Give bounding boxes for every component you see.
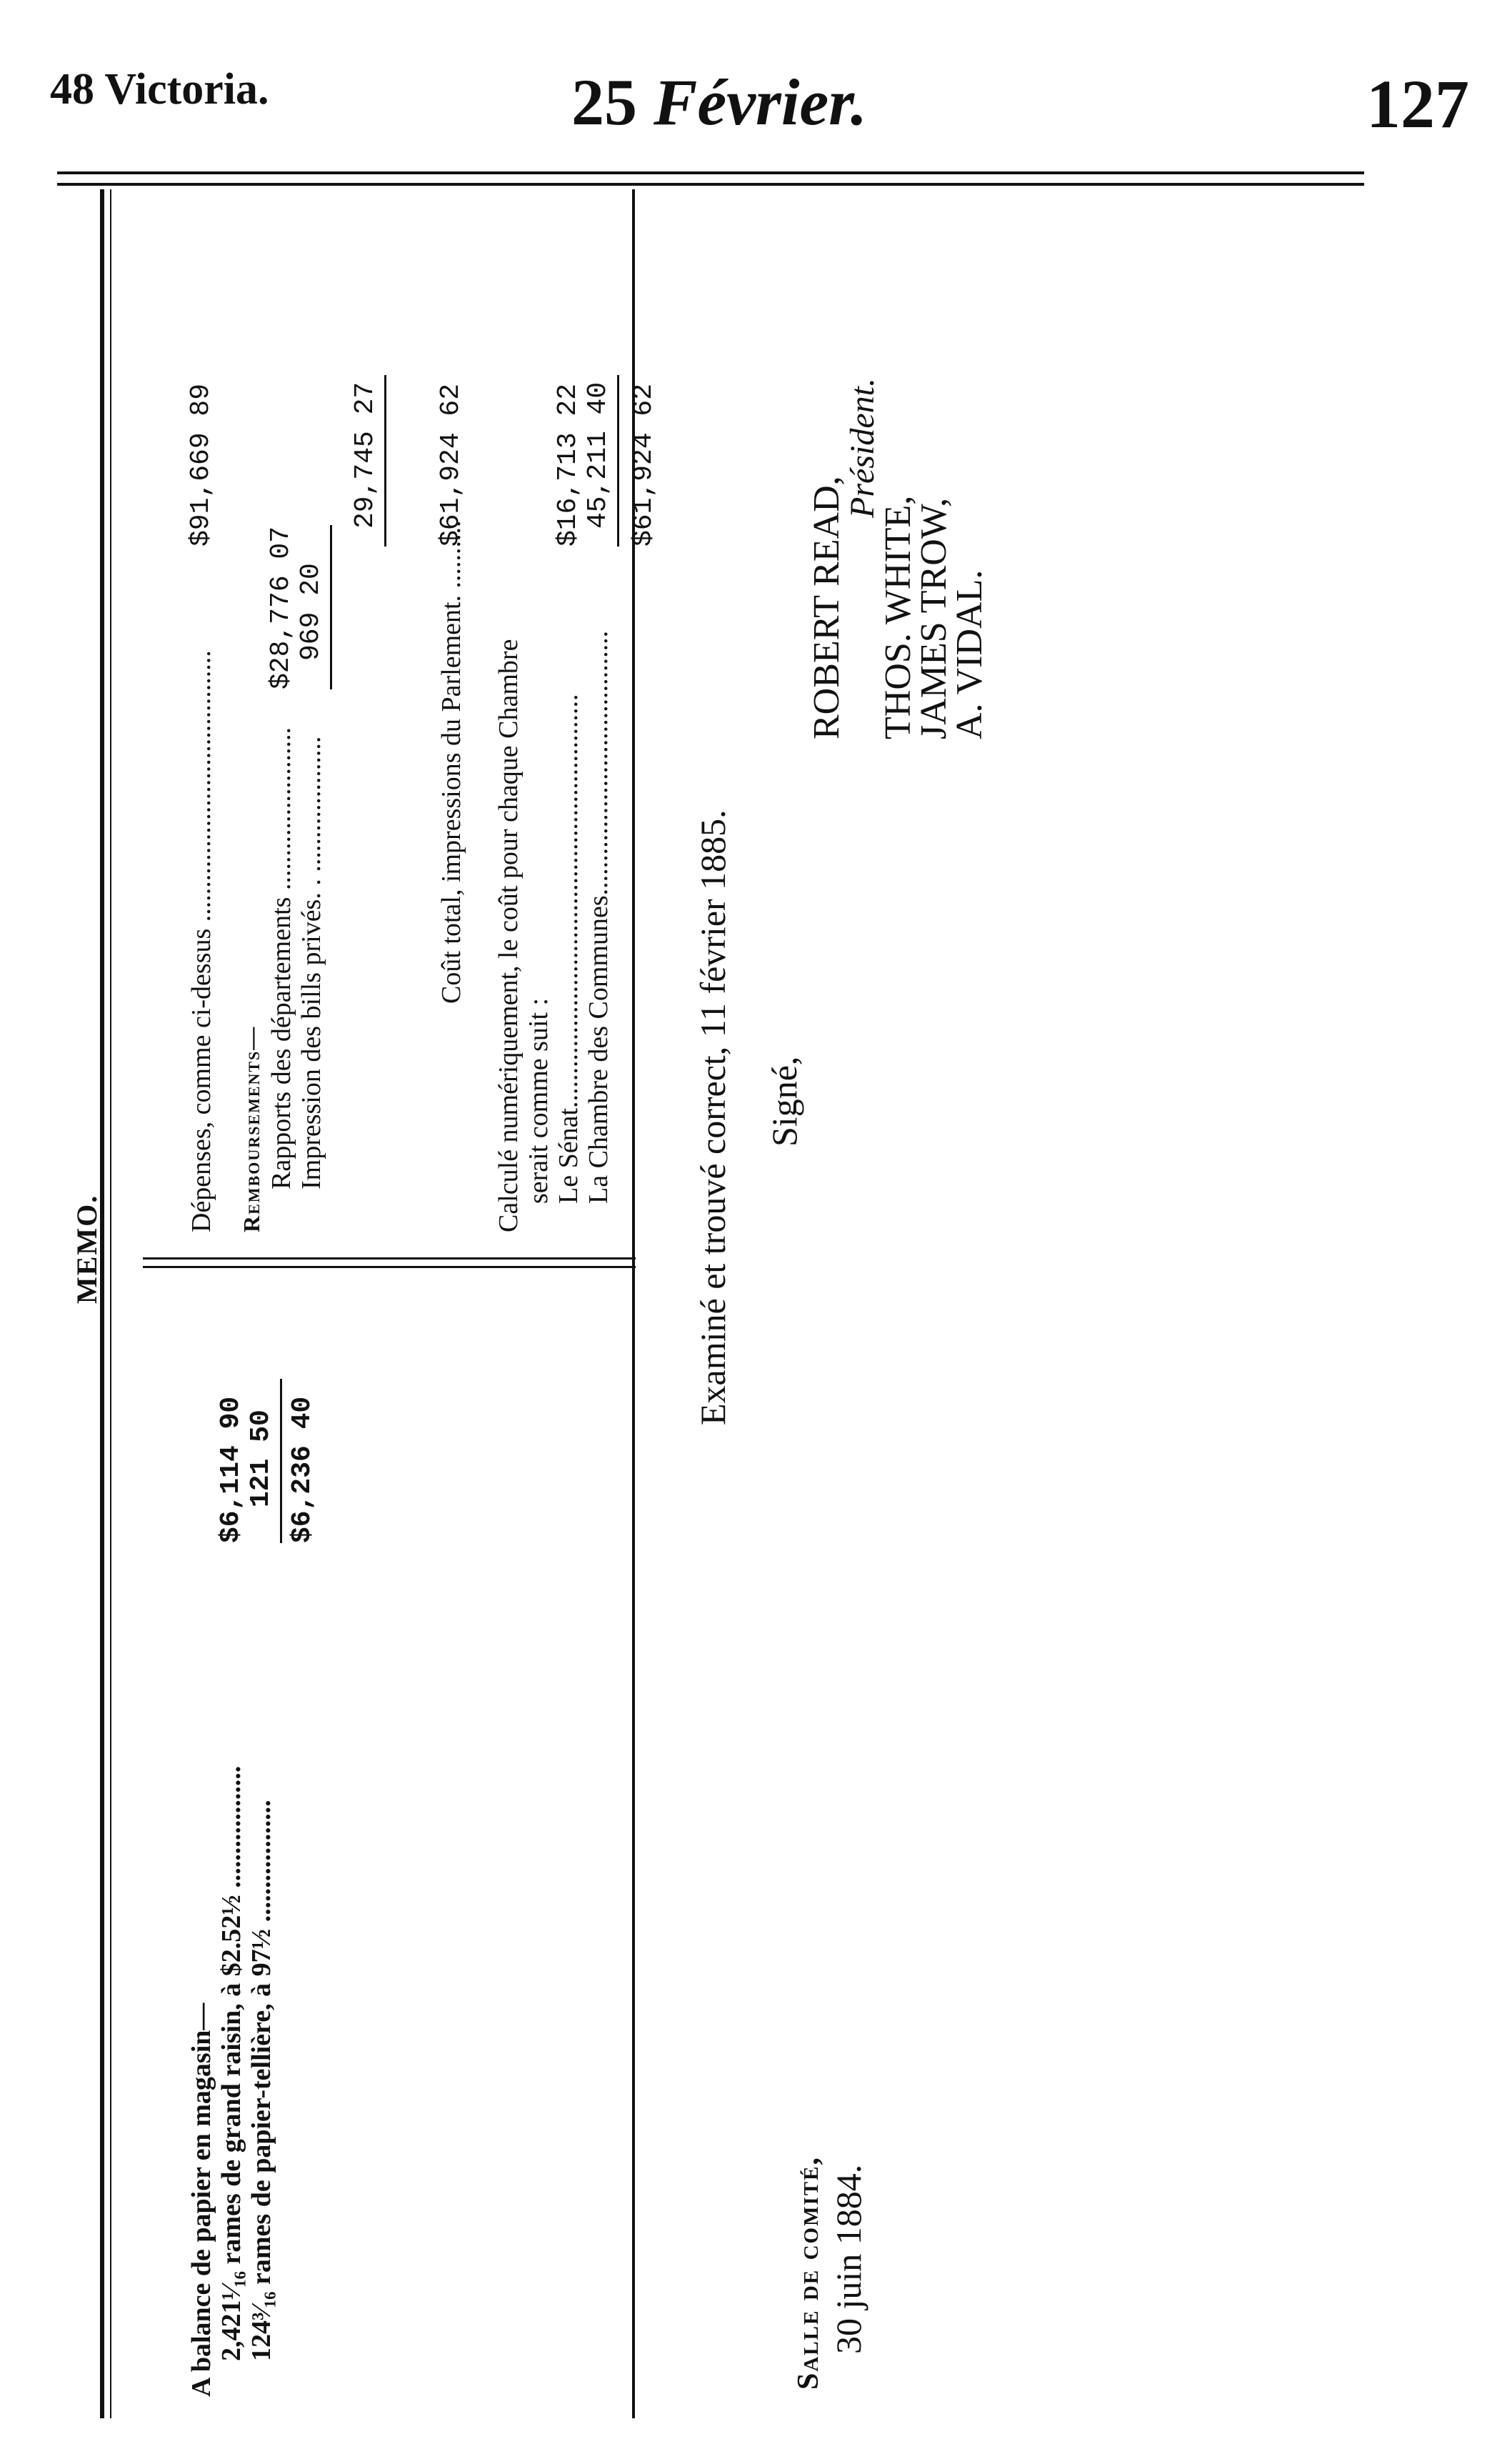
remb-row-2-label: Impression des bills privés. . .................... [296, 736, 326, 1189]
balance-total: $6,236 40 [287, 1396, 318, 1543]
committee-room: Salle de comité, [792, 2156, 825, 2390]
balance-row-1-amount: $6,114 90 [216, 1396, 246, 1543]
senat-amount: $16,713 22 [553, 383, 584, 547]
header-rule-bottom [57, 183, 1364, 186]
balance-row-2-amount: 121 50 [246, 1410, 276, 1507]
depenses-label: Dépenses, comme ci-dessus ........................................ [186, 650, 216, 1232]
president-title: Président. [843, 378, 881, 518]
header-month: Février. [654, 66, 867, 139]
remb-sum-rule [330, 525, 332, 689]
remb-total: 29,745 27 [350, 381, 381, 529]
frame-line-left-thin [110, 189, 111, 2418]
committee-date: 30 juin 1884. [828, 2164, 868, 2354]
balance-row-2-label: 124³⁄₁₆ rames de papier-tellière, à 97½ .................. [246, 1800, 276, 2361]
balance-row-1-label: 2,421¹⁄₁₆ rames de grand raisin, à $2.52½ .................. [216, 1765, 246, 2361]
header-date [571, 64, 867, 140]
member-1: THOS. WHITE, [878, 495, 918, 739]
rotated-body [64, 189, 1393, 2418]
cout-total-amount: $61,924 62 [436, 383, 466, 547]
cout-sum-rule [384, 375, 386, 547]
remboursements-heading: Remboursements— [239, 1025, 264, 1232]
header-day: 25 [571, 66, 637, 139]
cout-total-label: Coût total, impressions du Parlement. .......... [436, 520, 466, 1004]
signed-label: Signé, [764, 1056, 804, 1147]
header-rule-top [57, 171, 1364, 174]
president-name: ROBERT READ, [806, 476, 847, 739]
remb-row-2-amount: 969 20 [296, 563, 326, 661]
communes-label: La Chambre des Communes....................................... [584, 630, 614, 1204]
header-session: 48 Victoria. [50, 65, 269, 114]
member-3: A. VIDAL. [949, 569, 990, 739]
depenses-amount: $91,669 89 [186, 383, 216, 547]
examined-statement: Examiné et trouvé correct, 11 février 1885. [693, 809, 733, 1425]
frame-line-left-thick [100, 189, 104, 2418]
calc-line-1: Calculé numériquement, le coût pour chaque Chambre [494, 639, 524, 1232]
chambres-sum-rule [617, 375, 619, 547]
calc-line-2: serait comme suit : [524, 997, 554, 1204]
balance-sum-rule [280, 1379, 282, 1543]
grand-total: $61,924 62 [629, 383, 659, 547]
page-number: 127 [1366, 66, 1469, 142]
table-separator-b [143, 1257, 636, 1260]
table-separator-a [143, 1266, 636, 1268]
remb-row-1-label: Rapports des départements ........................ [266, 727, 296, 1189]
communes-amount: 45,211 40 [583, 381, 614, 529]
memo-title: MEMO. [71, 1194, 103, 1304]
remb-row-1-amount: $28,776 07 [266, 526, 296, 689]
member-2: JAMES TROW, [913, 497, 954, 739]
balance-heading: A balance de papier en magasin— [186, 2002, 216, 2397]
senat-label: Le Sénat............................................................. [554, 694, 584, 1204]
